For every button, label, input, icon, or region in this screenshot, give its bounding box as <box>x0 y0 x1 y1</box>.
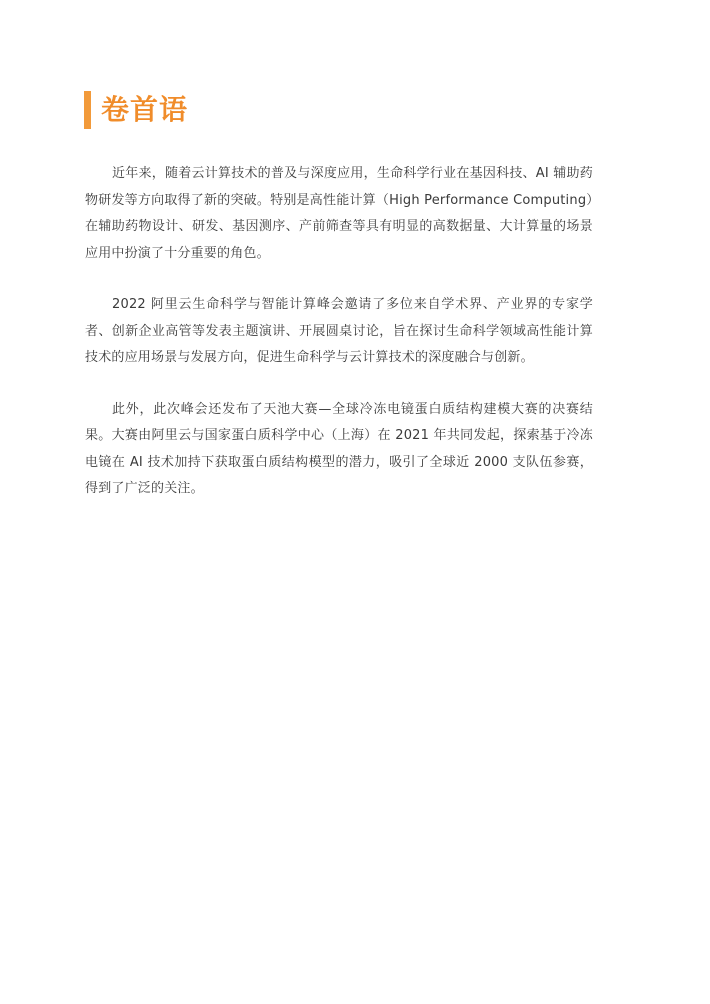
heading-accent-bar <box>84 91 91 129</box>
paragraph-2: 2022 阿里云生命科学与智能计算峰会邀请了多位来自学术界、产业界的专家学者、创新企业高管等发表主题演讲、开展圆桌讨论，旨在探讨生命科学领域高性能计算技术的应用场景与发展方向，促进生命科学与云计算技术的深度融合与创新。 <box>85 297 593 365</box>
paragraph-1: 近年来，随着云计算技术的普及与深度应用，生命科学行业在基因科技、AI 辅助药物研发等方向取得了新的突破。特别是高性能计算（High Performance Computing）在辅助药物设计、研发、基因测序、产前筛查等具有明显的高数据量、大计算量的场景应用中扮演了十分重要的角色。 <box>85 166 593 261</box>
page-title: 卷首语 <box>101 93 189 126</box>
body-text <box>85 161 593 528</box>
section-heading <box>84 90 188 130</box>
paragraph-3: 此外，此次峰会还发布了天池大赛—全球冷冻电镜蛋白质结构建模大赛的决赛结果。大赛由阿里云与国家蛋白质科学中心（上海）在 2021 年共同发起，探索基于冷冻电镜在 AI 技术加持下获取蛋白质结构模型的潜力，吸引了全球近 2000 支队伍参赛，得到了广泛的关注。 <box>85 401 593 496</box>
